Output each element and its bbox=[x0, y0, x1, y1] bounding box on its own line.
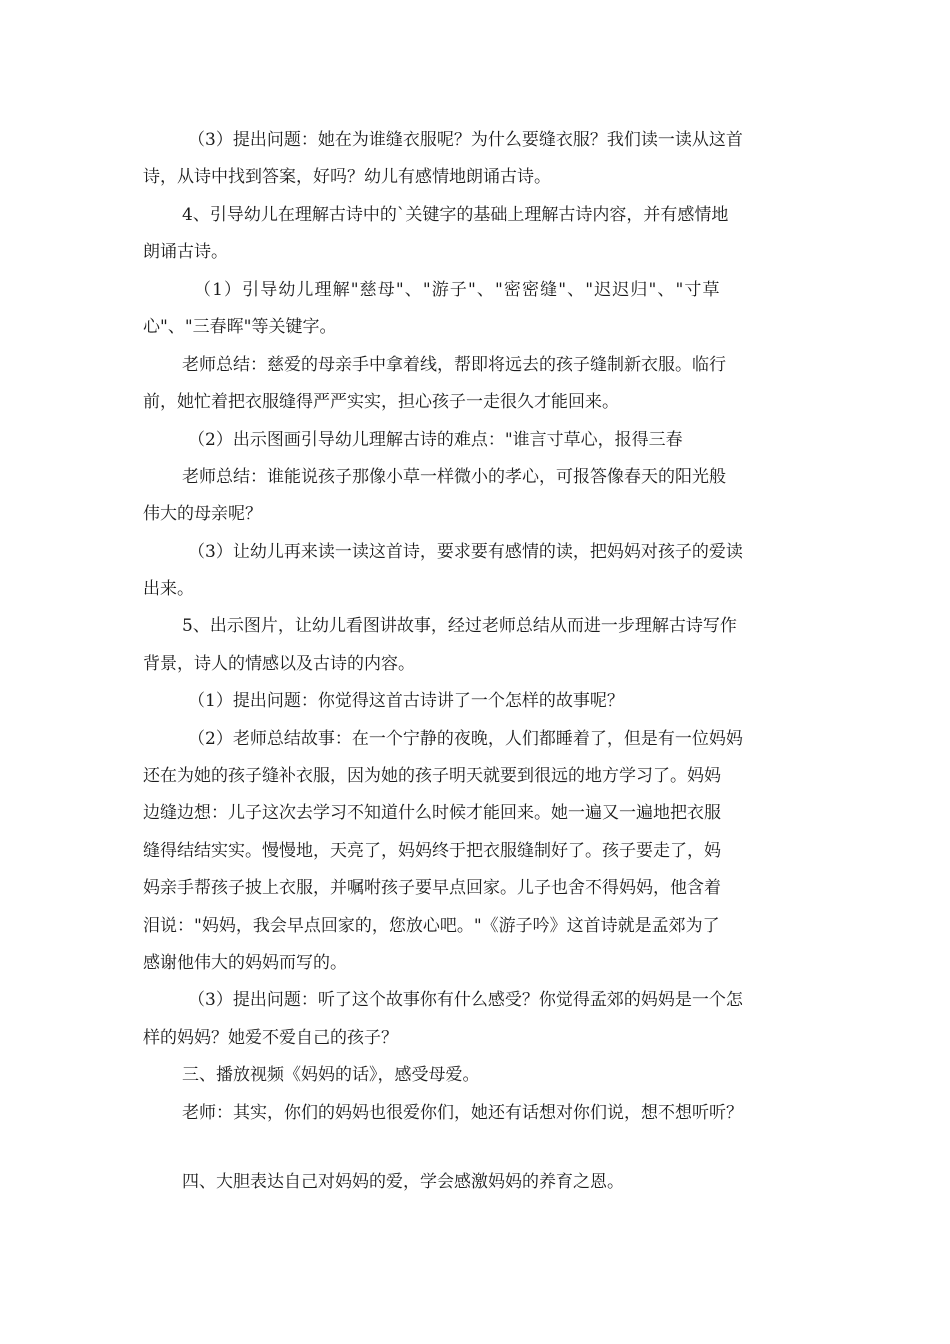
paragraph-line: 泪说："妈妈，我会早点回家的，您放心吧。"《游子吟》这首诗就是孟郊为了 bbox=[143, 916, 720, 936]
paragraph-line: 4、引导幼儿在理解古诗中的`关键字的基础上理解古诗内容，并有感情地 bbox=[182, 205, 729, 225]
paragraph-line: （1）引导幼儿理解"慈母"、"游子"、"密密缝"、"迟迟归"、"寸草 bbox=[194, 280, 721, 300]
paragraph-line: 还在为她的孩子缝补衣服，因为她的孩子明天就要到很远的地方学习了。妈妈 bbox=[143, 766, 721, 786]
paragraph-line: 背景，诗人的情感以及古诗的内容。 bbox=[143, 654, 415, 674]
section-heading: 四、大胆表达自己对妈妈的爱，学会感激妈妈的养育之恩。 bbox=[182, 1172, 624, 1192]
paragraph-line: 妈亲手帮孩子披上衣服，并嘱咐孩子要早点回家。儿子也舍不得妈妈，他含着 bbox=[143, 878, 721, 898]
paragraph-line: 5、出示图片，让幼儿看图讲故事，经过老师总结从而进一步理解古诗写作 bbox=[182, 616, 737, 636]
paragraph-line: 老师总结：慈爱的母亲手中拿着线，帮即将远去的孩子缝制新衣服。临行 bbox=[182, 355, 726, 375]
paragraph-line: 边缝边想：儿子这次去学习不知道什么时候才能回来。她一遍又一遍地把衣服 bbox=[143, 803, 721, 823]
paragraph-line: （1）提出问题：你觉得这首古诗讲了一个怎样的故事呢？ bbox=[188, 691, 624, 711]
section-heading: 三、播放视频《妈妈的话》，感受母爱。 bbox=[182, 1065, 480, 1085]
paragraph-line: （2）老师总结故事：在一个宁静的夜晚，人们都睡着了，但是有一位妈妈 bbox=[188, 729, 743, 749]
paragraph-line: 出来。 bbox=[143, 579, 194, 599]
paragraph-line: （3）让幼儿再来读一读这首诗，要求要有感情的读，把妈妈对孩子的爱读 bbox=[188, 542, 743, 562]
paragraph-line: 前，她忙着把衣服缝得严严实实，担心孩子一走很久才能回来。 bbox=[143, 392, 619, 412]
paragraph-line: （3）提出问题：她在为谁缝衣服呢？为什么要缝衣服？我们读一读从这首 bbox=[188, 130, 743, 150]
paragraph-line: 诗，从诗中找到答案，好吗？幼儿有感情地朗诵古诗。 bbox=[143, 167, 551, 187]
paragraph-line: 朗诵古诗。 bbox=[143, 242, 228, 262]
paragraph-line: 老师：其实，你们的妈妈也很爱你们，她还有话想对你们说，想不想听听？ bbox=[182, 1103, 743, 1123]
paragraph-line: （3）提出问题：听了这个故事你有什么感受？你觉得孟郊的妈妈是一个怎 bbox=[188, 990, 743, 1010]
paragraph-line: 样的妈妈？她爱不爱自己的孩子？ bbox=[143, 1028, 398, 1048]
paragraph-line: 老师总结：谁能说孩子那像小草一样微小的孝心，可报答像春天的阳光般 bbox=[182, 467, 726, 487]
paragraph-line: （2）出示图画引导幼儿理解古诗的难点："谁言寸草心，报得三春 bbox=[188, 430, 683, 450]
paragraph-line: 缝得结结实实。慢慢地，天亮了，妈妈终于把衣服缝制好了。孩子要走了，妈 bbox=[143, 841, 721, 861]
paragraph-line: 心"、"三春晖"等关键字。 bbox=[143, 317, 337, 337]
paragraph-line: 伟大的母亲呢？ bbox=[143, 504, 262, 524]
paragraph-line: 感谢他伟大的妈妈而写的。 bbox=[143, 953, 347, 973]
